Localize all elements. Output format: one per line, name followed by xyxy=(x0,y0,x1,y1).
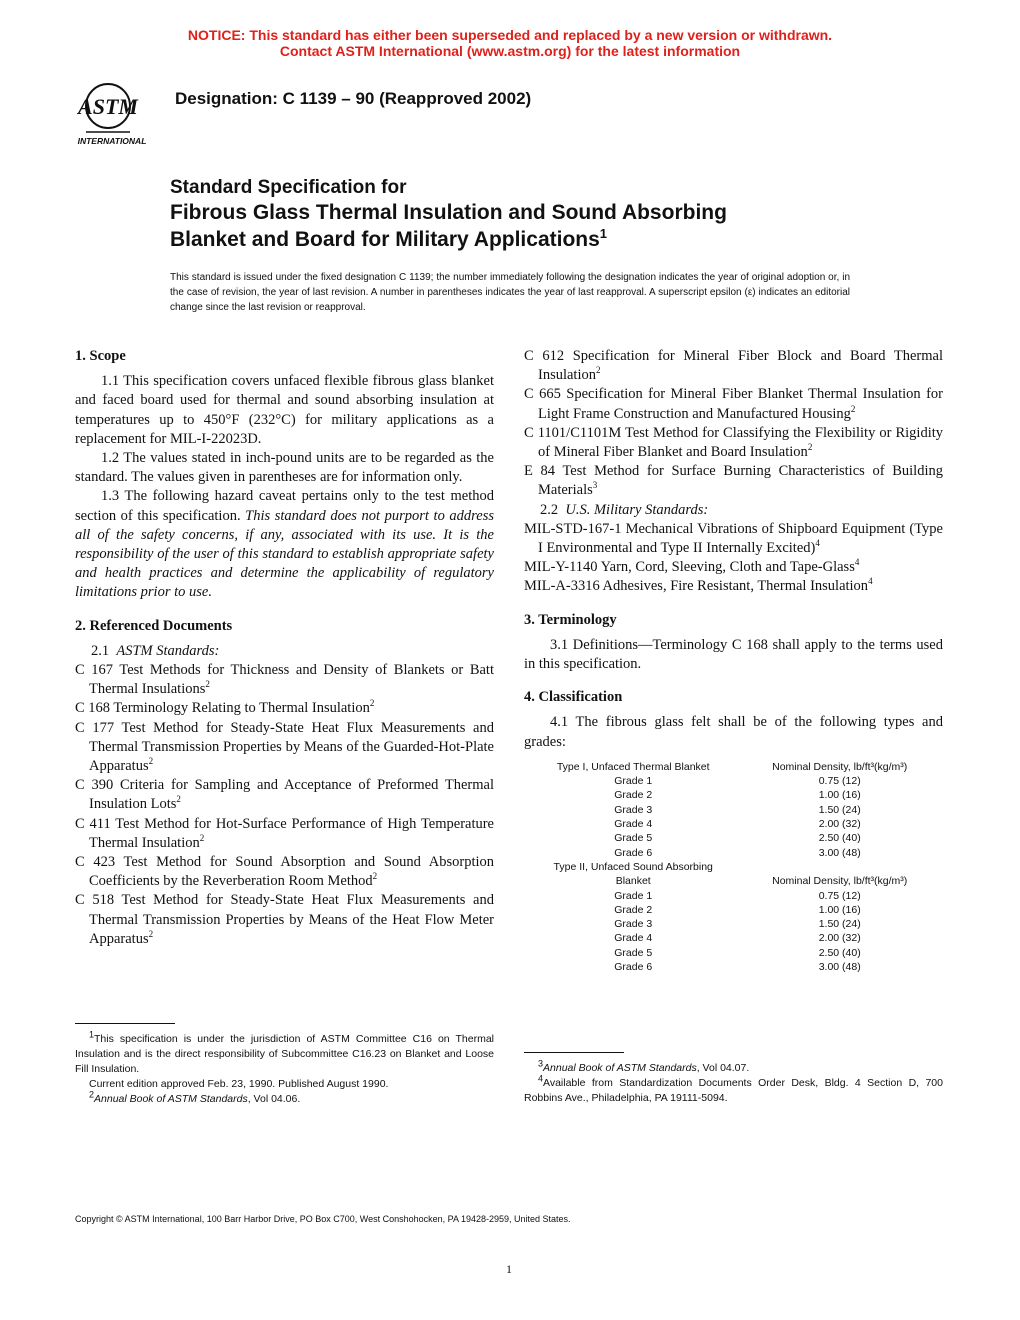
astm-reference-item-text: C 390 Criteria for Sampling and Acceptance of Preformed Thermal Insulation Lots xyxy=(75,777,494,813)
mil-standards-label xyxy=(524,501,943,520)
grade-row xyxy=(530,889,943,903)
title-footnote-mark: 1 xyxy=(599,226,608,241)
scope-heading: 1. Scope xyxy=(75,348,126,364)
footnote-3-mark: 3 xyxy=(538,1058,544,1069)
grade-cell: Grade 6 xyxy=(614,961,653,974)
density-cell: 2.00 (32) xyxy=(818,818,861,831)
astm-reference-item xyxy=(524,385,943,423)
grade-row xyxy=(530,917,943,931)
grade-row xyxy=(530,817,943,831)
astm-reference-item-text: C 665 Specification for Mineral Fiber Blanket Thermal Insulation for Light Frame Construction and Manufactured Housing xyxy=(524,386,943,422)
astm-reference-item xyxy=(524,347,943,385)
footnote-3-text: , Vol 04.07. xyxy=(696,1062,750,1074)
density-cell: 1.50 (24) xyxy=(818,918,861,931)
terminology-3-1: 3.1 Definitions—Terminology C 168 shall apply to the terms used in this specification. xyxy=(524,636,943,673)
title-line-1: Standard Specification for xyxy=(170,177,407,198)
title-line-2: Fibrous Glass Thermal Insulation and Sound Absorbing xyxy=(170,201,727,224)
logo-subtitle: INTERNATIONAL xyxy=(77,136,147,146)
astm-reference-item xyxy=(75,776,494,814)
grade-cell: Grade 3 xyxy=(614,803,653,816)
footnote-4-text: Available from Standardization Documents Order Desk, Bldg. 4 Section D, 700 Robbins Ave., Philadelphia, PA 19111-5094. xyxy=(524,1077,943,1104)
grade-cell: Grade 1 xyxy=(614,889,653,902)
mil-reference-item xyxy=(524,558,943,577)
astm-reference-item-footnote-mark: 2 xyxy=(372,871,378,882)
mil-reference-item-text: MIL-STD-167-1 Mechanical Vibrations of Shipboard Equipment (Type I Environmental and Type II Internally Excited) xyxy=(524,520,943,557)
astm-reference-item-text: C 423 Test Method for Sound Absorption and Sound Absorption Coefficients by the Reverberation Room Method xyxy=(75,854,494,890)
mil-reference-item-text: MIL-Y-1140 Yarn, Cord, Sleeving, Cloth and Tape-Glass xyxy=(524,559,855,576)
astm-reference-item-footnote-mark: 2 xyxy=(148,756,154,767)
astm-reference-item-footnote-mark: 3 xyxy=(592,480,598,491)
astm-reference-item-text: C 518 Test Method for Steady-State Heat Flux Measurements and Thermal Transmission Properties by Means of the Heat Flow Meter Apparatus xyxy=(75,892,494,947)
astm-reference-item-text: C 177 Test Method for Steady-State Heat Flux Measurements and Thermal Transmission Properties by Means of the Guarded-Hot-Plate Apparatus xyxy=(75,719,494,775)
copyright: Copyright © ASTM International, 100 Barr Harbor Drive, PO Box C700, West Conshohocken, PA 19428-2959, United States. xyxy=(75,1214,571,1224)
type2-rows xyxy=(530,889,943,975)
footnotes-right xyxy=(524,1052,943,1106)
grade-cell: Grade 5 xyxy=(614,832,653,845)
grade-cell: Grade 1 xyxy=(614,775,653,788)
astm-reference-item xyxy=(75,661,494,699)
astm-logo-icon xyxy=(64,76,160,150)
notice-line-2: Contact ASTM International (www.astm.org) for the latest information xyxy=(279,43,741,59)
astm-reference-item-footnote-mark: 2 xyxy=(596,365,601,376)
astm-reference-item-text: C 1101/C1101M Test Method for Classifying the Flexibility or Rigidity of Mineral Fiber Blanket and Board Insulation xyxy=(524,424,943,461)
preamble: This standard is issued under the fixed designation C 1139; the number immediately following the designation indicates the year of original adoption or, in the case of revision, the year of last revision. A number in parentheses indicates the year of last reapproval. A superscript epsilon (ε) indicates an editorial change since the last revision or reapproval. xyxy=(170,272,850,313)
astm-reference-item-footnote-mark: 2 xyxy=(369,698,375,709)
astm-reference-item xyxy=(75,719,494,777)
grade-row xyxy=(530,774,943,788)
density-cell: 1.00 (16) xyxy=(818,789,861,802)
mil-reference-item-footnote-mark: 4 xyxy=(854,557,860,568)
grade-row xyxy=(530,788,943,802)
astm-reference-item-footnote-mark: 2 xyxy=(148,929,154,940)
type2-density-header: Nominal Density, lb/ft³(kg/m³) xyxy=(772,875,908,888)
designation: Designation: C 1139 – 90 (Reapproved 2002) xyxy=(175,89,532,108)
scope-1-3-text: 1.3 The following hazard caveat pertains only to the test method section of this specification. xyxy=(75,488,494,524)
grade-row xyxy=(530,831,943,845)
astm-reference-item xyxy=(75,815,494,853)
classification-4-1: 4.1 The fibrous glass felt shall be of the following types and grades: xyxy=(524,714,943,750)
astm-reference-item xyxy=(75,699,494,718)
document-title xyxy=(170,176,930,253)
astm-reference-item xyxy=(524,462,943,500)
footnote-4 xyxy=(524,1073,943,1106)
footnote-2 xyxy=(75,1089,494,1107)
mil-reference-item-footnote-mark: 4 xyxy=(868,576,873,587)
footnote-3 xyxy=(524,1058,943,1076)
scope-1-1: 1.1 This specification covers unfaced flexible fibrous glass blanket and faced board used for thermal and sound absorbing insulation at temperatures up to 450°F (232°C) for military applications as a replacement for MIL-I-22023D. xyxy=(75,373,494,447)
grade-cell: Grade 2 xyxy=(614,789,653,802)
footnote-2-mark: 2 xyxy=(89,1089,95,1100)
grade-cell: Grade 2 xyxy=(614,903,653,916)
density-cell: 0.75 (12) xyxy=(818,889,861,902)
right-column xyxy=(524,347,943,974)
astm-reference-item-footnote-mark: 2 xyxy=(850,403,856,414)
density-cell: 1.50 (24) xyxy=(818,803,861,816)
logo-text: ASTM xyxy=(78,94,138,119)
footnote-1-text: This specification is under the jurisdiction of ASTM Committee C16 on Thermal Insulation and is the direct responsibility of Subcommittee C16.23 on Blanket and Loose Fill Insulation. xyxy=(75,1033,494,1075)
density-cell: 3.00 (48) xyxy=(818,961,861,974)
grade-row xyxy=(530,946,943,960)
type1-density-header: Nominal Density, lb/ft³(kg/m³) xyxy=(772,760,908,773)
footnote-2-text: , Vol 04.06. xyxy=(247,1093,301,1105)
type1-label: Type I, Unfaced Thermal Blanket xyxy=(556,760,710,773)
grade-cell: Grade 6 xyxy=(614,846,653,859)
scope-1-3 xyxy=(75,487,494,602)
superseded-notice xyxy=(0,27,1020,59)
mil-reference-item-footnote-mark: 4 xyxy=(815,538,820,549)
density-cell: 0.75 (12) xyxy=(818,775,861,788)
density-cell: 2.50 (40) xyxy=(818,832,861,845)
astm-reference-item-footnote-mark: 2 xyxy=(176,794,181,805)
type2-label-cont: Blanket xyxy=(615,875,651,888)
astm-reference-item-footnote-mark: 2 xyxy=(199,833,205,844)
grade-row xyxy=(530,960,943,974)
type2-label: Type II, Unfaced Sound Absorbing xyxy=(553,860,713,873)
astm-reference-item-text: C 168 Terminology Relating to Thermal Insulation xyxy=(75,700,370,717)
grade-cell: Grade 5 xyxy=(614,946,653,959)
astm-standards-num: 2.1 xyxy=(91,642,110,659)
astm-standards-title: ASTM Standards: xyxy=(116,642,220,659)
density-cell: 2.50 (40) xyxy=(818,946,861,959)
mil-ref-list xyxy=(524,520,943,597)
density-cell: 3.00 (48) xyxy=(818,846,861,859)
astm-reference-item-footnote-mark: 2 xyxy=(807,442,813,453)
grade-row xyxy=(530,931,943,945)
grade-cell: Grade 4 xyxy=(614,932,653,945)
left-column xyxy=(75,347,494,949)
notice-line-1: NOTICE: This standard has either been superseded and replaced by a new version or withdrawn. xyxy=(187,27,833,43)
density-cell: 1.00 (16) xyxy=(818,903,861,916)
grade-row xyxy=(530,903,943,917)
astm-reference-item-text: C 411 Test Method for Hot-Surface Performance of High Temperature Thermal Insulation xyxy=(75,815,494,851)
mil-reference-item xyxy=(524,577,943,596)
astm-reference-item xyxy=(75,853,494,891)
mil-reference-item-text: MIL-A-3316 Adhesives, Fire Resistant, Thermal Insulation xyxy=(524,578,869,595)
grade-row xyxy=(530,803,943,817)
refdocs-heading: 2. Referenced Documents xyxy=(75,617,233,634)
footnotes-left xyxy=(75,1023,494,1107)
mil-reference-item xyxy=(524,520,943,558)
footnote-2-italic: Annual Book of ASTM Standards xyxy=(94,1093,248,1105)
footnote-3-italic: Annual Book of ASTM Standards xyxy=(543,1062,697,1074)
scope-1-2: 1.2 The values stated in inch-pound units are to be regarded as the standard. The values given in parentheses are for information only. xyxy=(75,450,494,486)
footnote-1 xyxy=(75,1029,494,1077)
grade-row xyxy=(530,846,943,860)
title-line-3: Blanket and Board for Military Applications xyxy=(170,228,600,251)
astm-standards-label xyxy=(75,642,494,661)
density-cell: 2.00 (32) xyxy=(818,932,861,945)
astm-reference-item-text: E 84 Test Method for Surface Burning Characteristics of Building Materials xyxy=(524,463,943,499)
astm-reference-item xyxy=(524,424,943,462)
astm-logo xyxy=(64,76,160,150)
grade-cell: Grade 4 xyxy=(614,818,653,831)
grade-cell: Grade 3 xyxy=(614,918,653,931)
terminology-heading: 3. Terminology xyxy=(524,611,617,628)
astm-reference-item-text: C 167 Test Methods for Thickness and Density of Blankets or Batt Thermal Insulations xyxy=(75,662,494,698)
page-number: 1 xyxy=(506,1262,512,1276)
classification-heading: 4. Classification xyxy=(524,689,623,706)
type1-rows xyxy=(530,774,943,860)
footnote-1b: Current edition approved Feb. 23, 1990. Published August 1990. xyxy=(89,1078,389,1090)
astm-ref-list-left xyxy=(75,661,494,949)
footnote-1-mark: 1 xyxy=(89,1029,95,1040)
astm-ref-list-right xyxy=(524,347,943,501)
astm-reference-item-text: C 612 Specification for Mineral Fiber Block and Board Thermal Insulation xyxy=(524,348,943,384)
astm-reference-item xyxy=(75,891,494,949)
grades-table xyxy=(530,760,943,974)
astm-reference-item-footnote-mark: 2 xyxy=(205,679,210,690)
mil-standards-num: 2.2 xyxy=(540,501,559,518)
mil-standards-title: U.S. Military Standards: xyxy=(565,501,709,518)
footnote-4-mark: 4 xyxy=(538,1073,544,1084)
scope-1-3-caveat: This standard does not purport to address all of the safety concerns, if any, associated with its use. It is the responsibility of the user of this standard to establish appropriate safety and health practices and determine the applicability of regulatory limitations prior to use. xyxy=(75,507,494,601)
